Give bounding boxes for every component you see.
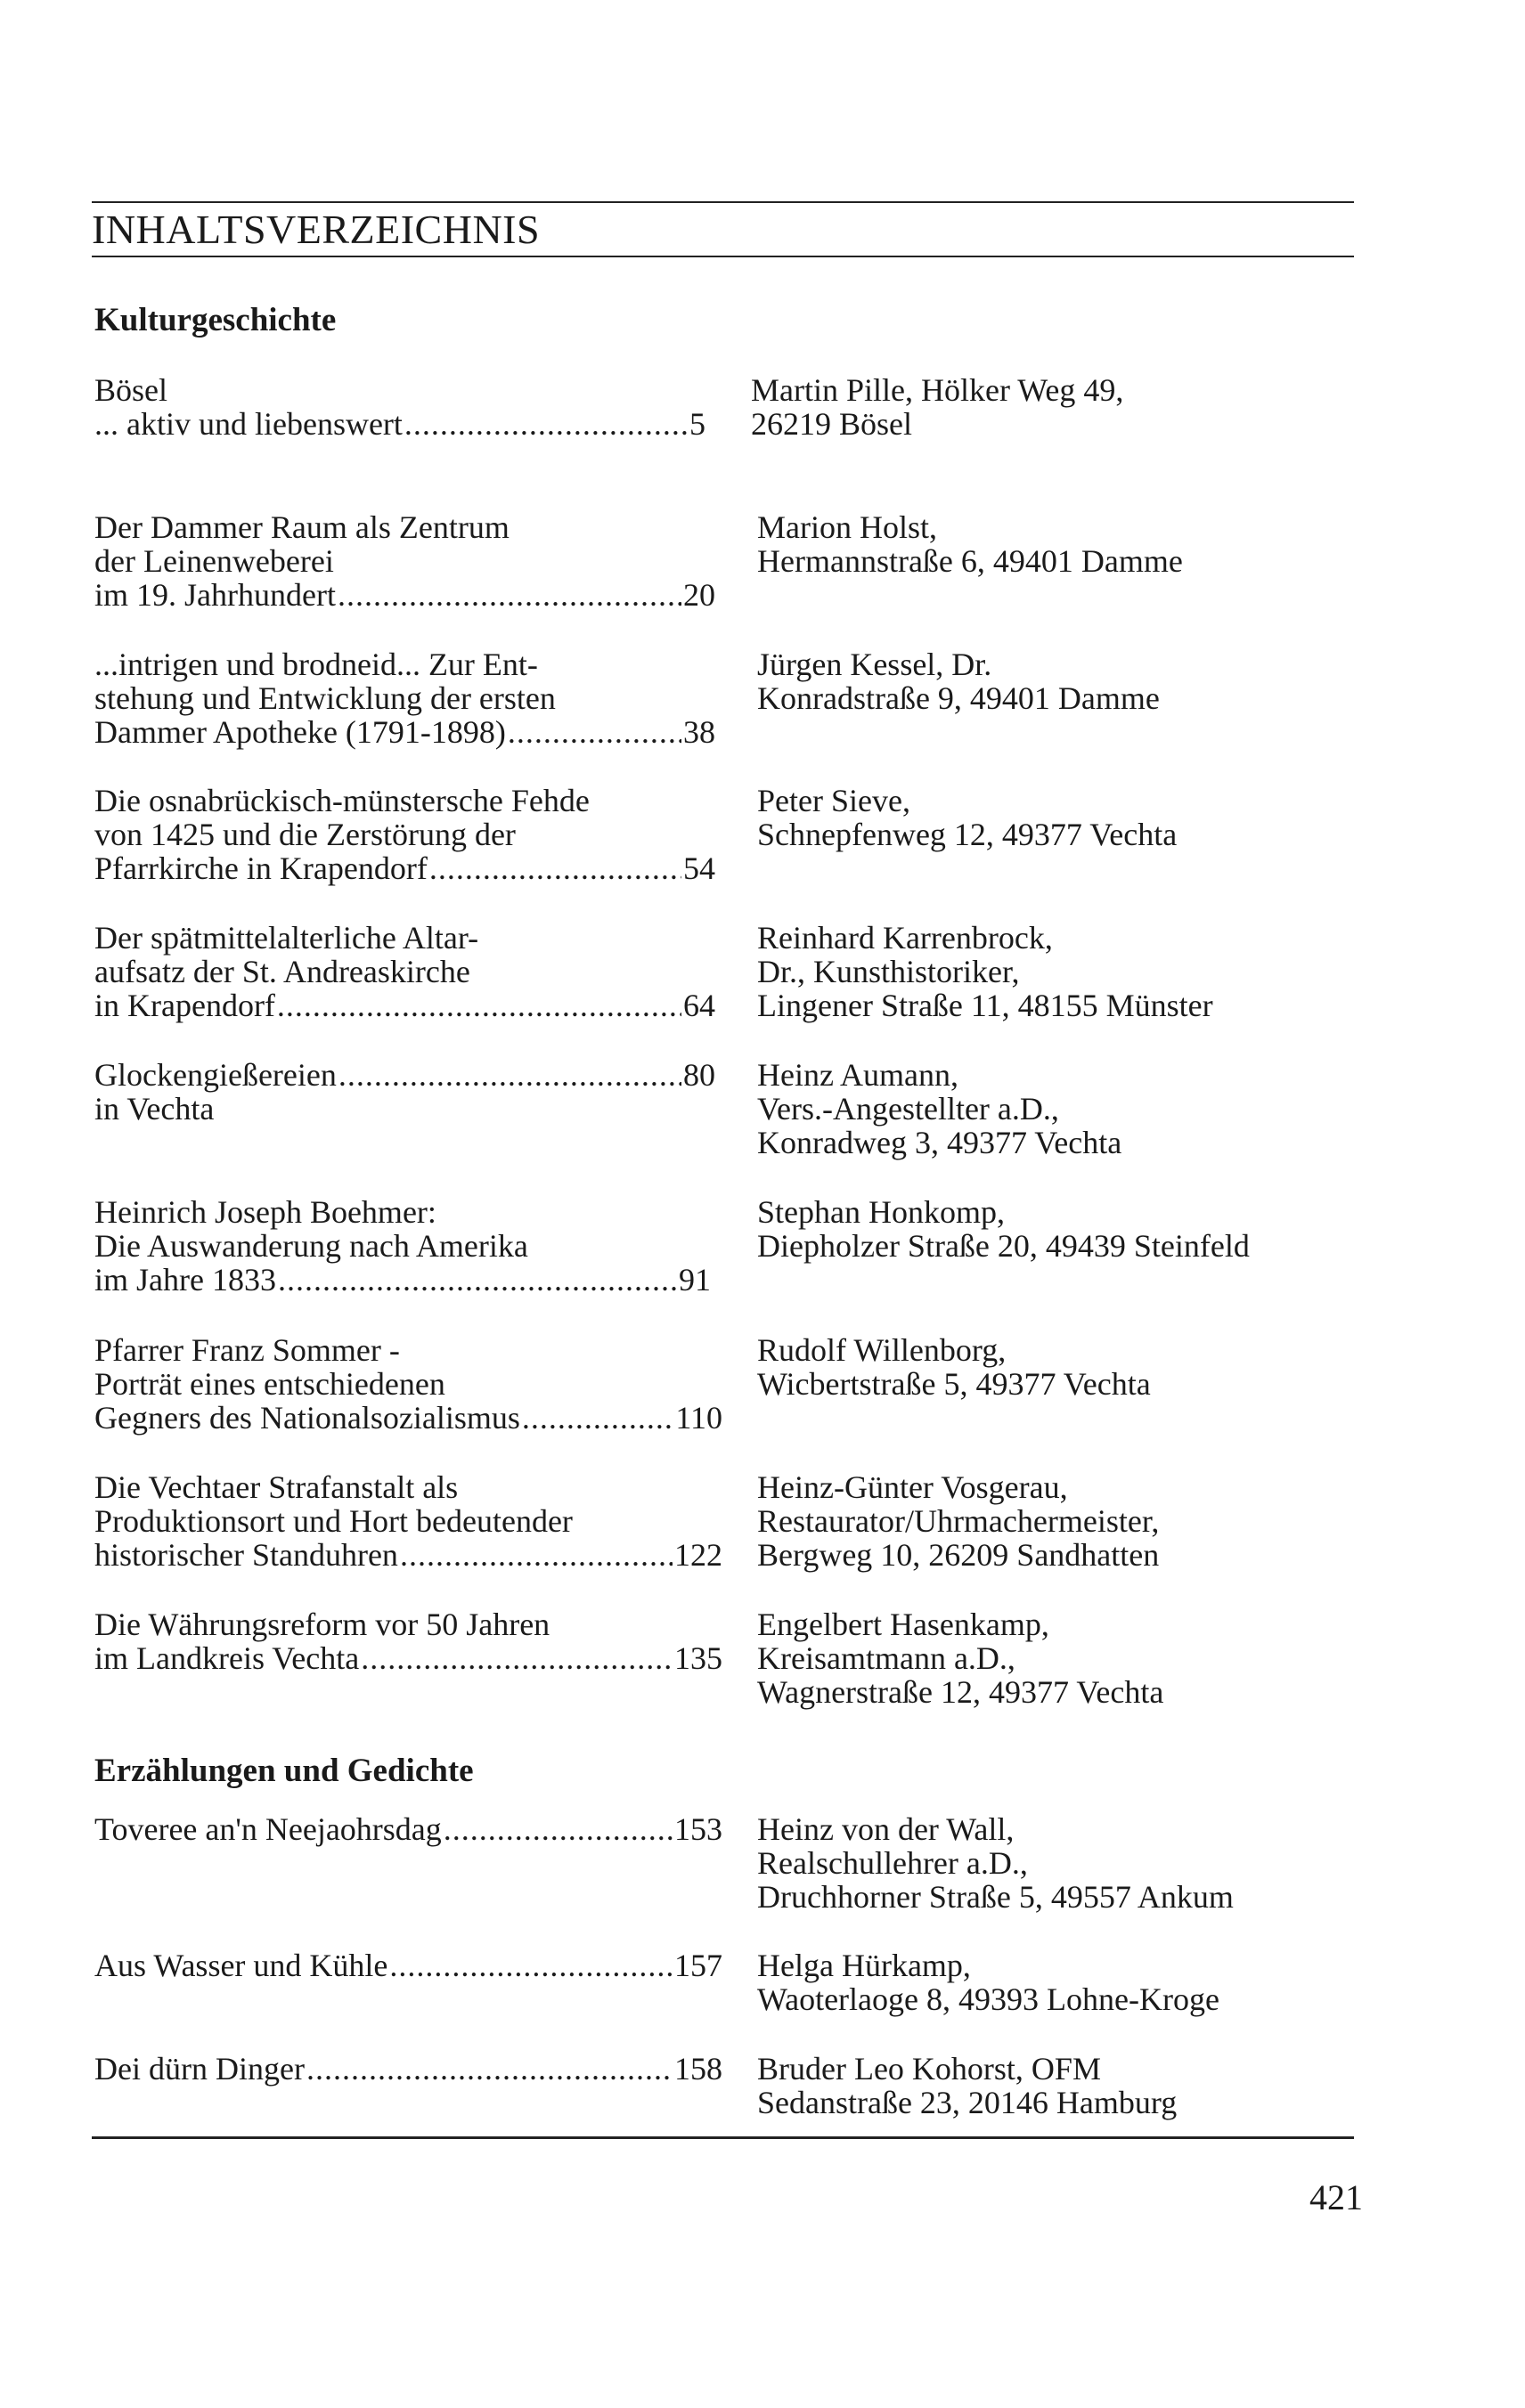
author-line: Restaurator/Uhrmachermeister, bbox=[757, 1503, 1160, 1539]
entry-title bbox=[94, 1195, 711, 1297]
page-ref: 54 bbox=[683, 850, 715, 886]
title-line: stehung und Entwicklung der ersten bbox=[94, 680, 556, 716]
title-line: in Vechta bbox=[94, 1091, 215, 1127]
page-ref: 135 bbox=[674, 1640, 722, 1676]
author-line: Reinhard Karrenbrock, bbox=[757, 920, 1053, 956]
title-leader-line bbox=[94, 1058, 715, 1092]
entry-author bbox=[757, 510, 1363, 578]
entry-title bbox=[94, 921, 715, 1022]
author-line: Sedanstraße 23, 20146 Hamburg bbox=[757, 2085, 1178, 2120]
title-leader-line bbox=[94, 1401, 722, 1435]
dot-leader bbox=[306, 2052, 673, 2086]
title-line: Die Währungsreform vor 50 Jahren bbox=[94, 1607, 550, 1642]
title-line: Der Dammer Raum als Zentrum bbox=[94, 509, 510, 545]
title-line: von 1425 und die Zerstörung der bbox=[94, 817, 516, 852]
title-line: der Leinenweberei bbox=[94, 543, 334, 579]
dot-leader bbox=[508, 715, 681, 749]
author-line: Realschullehrer a.D., bbox=[757, 1845, 1028, 1881]
author-line: Vers.-Angestellter a.D., bbox=[757, 1091, 1059, 1127]
bottom-rule bbox=[92, 2136, 1354, 2139]
entry-author bbox=[757, 1058, 1363, 1159]
section-heading-kulturgeschichte: Kulturgeschichte bbox=[94, 302, 337, 338]
title-line: aufsatz der St. Andreaskirche bbox=[94, 954, 470, 989]
page-ref: 5 bbox=[689, 406, 705, 442]
title-line: im 19. Jahrhundert bbox=[94, 577, 336, 613]
author-line: Lingener Straße 11, 48155 Münster bbox=[757, 988, 1213, 1023]
entry-title bbox=[94, 373, 705, 441]
page-ref: 122 bbox=[674, 1537, 722, 1573]
title-leader-line bbox=[94, 851, 715, 885]
author-line: Konradweg 3, 49377 Vechta bbox=[757, 1125, 1122, 1160]
entry-author bbox=[757, 1607, 1363, 1709]
page-ref: 157 bbox=[674, 1948, 722, 1983]
page-ref: 64 bbox=[683, 988, 715, 1023]
entry-title bbox=[94, 1948, 722, 1982]
title-leader-line bbox=[94, 407, 705, 441]
entry-title bbox=[94, 647, 715, 749]
title-line: ...intrigen und brodneid... Zur Ent- bbox=[94, 647, 538, 682]
author-line: Wicbertstraße 5, 49377 Vechta bbox=[757, 1366, 1151, 1402]
title-leader-line bbox=[94, 2052, 722, 2086]
entry-author bbox=[751, 373, 1357, 441]
author-line: Wagnerstraße 12, 49377 Vechta bbox=[757, 1674, 1164, 1710]
author-line: Rudolf Willenborg, bbox=[757, 1332, 1007, 1368]
page-ref: 80 bbox=[683, 1057, 715, 1093]
author-line: Stephan Honkomp, bbox=[757, 1194, 1005, 1230]
title-line: Heinrich Joseph Boehmer: bbox=[94, 1194, 436, 1230]
entry-author bbox=[757, 1470, 1363, 1572]
entry-title bbox=[94, 784, 715, 885]
title-line: historischer Standuhren bbox=[94, 1537, 398, 1573]
title-line: Gegners des Nationalsozialismus bbox=[94, 1400, 520, 1436]
entry-title bbox=[94, 1333, 722, 1435]
author-line: Martin Pille, Hölker Weg 49, bbox=[751, 372, 1124, 408]
title-line: im Landkreis Vechta bbox=[94, 1640, 360, 1676]
entry-title bbox=[94, 1058, 715, 1126]
title-line: Die Auswanderung nach Amerika bbox=[94, 1228, 528, 1264]
dot-leader bbox=[361, 1641, 673, 1675]
author-line: Waoterlaoge 8, 49393 Lohne-Kroge bbox=[757, 1981, 1219, 2017]
page-ref: 91 bbox=[679, 1262, 711, 1298]
page-number: 421 bbox=[1309, 2177, 1363, 2217]
page-ref: 110 bbox=[675, 1400, 722, 1436]
title-line: Pfarrkirche in Krapendorf bbox=[94, 850, 428, 886]
entry-title bbox=[94, 1470, 722, 1572]
author-line: Schnepfenweg 12, 49377 Vechta bbox=[757, 817, 1178, 852]
title-line: Der spätmittelalterliche Altar- bbox=[94, 920, 479, 956]
title-line: Pfarrer Franz Sommer - bbox=[94, 1332, 400, 1368]
page-ref: 158 bbox=[674, 2051, 722, 2087]
author-line: Diepholzer Straße 20, 49439 Steinfeld bbox=[757, 1228, 1250, 1264]
entry-title bbox=[94, 1812, 722, 1846]
entry-author bbox=[757, 921, 1363, 1022]
entry-author bbox=[757, 1195, 1363, 1263]
author-line: Bergweg 10, 26209 Sandhatten bbox=[757, 1537, 1160, 1573]
title-line: ... aktiv und liebenswert bbox=[94, 406, 403, 442]
title-line: Die Vechtaer Strafanstalt als bbox=[94, 1469, 459, 1505]
title-line: Dei dürn Dinger bbox=[94, 2051, 305, 2087]
title-line: Produktionsort und Hort bedeutender bbox=[94, 1503, 573, 1539]
dot-leader bbox=[278, 1263, 677, 1297]
entry-title bbox=[94, 2052, 722, 2086]
title-leader-line bbox=[94, 578, 715, 612]
author-line: Kreisamtmann a.D., bbox=[757, 1640, 1015, 1676]
page-title: INHALTSVERZEICHNIS bbox=[92, 207, 541, 252]
title-line: im Jahre 1833 bbox=[94, 1262, 276, 1298]
author-line: Engelbert Hasenkamp, bbox=[757, 1607, 1049, 1642]
author-line: Konradstraße 9, 49401 Damme bbox=[757, 680, 1160, 716]
author-line: Druchhorner Straße 5, 49557 Ankum bbox=[757, 1879, 1234, 1915]
author-line: Peter Sieve, bbox=[757, 783, 910, 818]
entry-author bbox=[757, 1812, 1363, 1914]
dot-leader bbox=[400, 1538, 673, 1572]
top-rule bbox=[92, 201, 1354, 203]
author-line: Hermannstraße 6, 49401 Damme bbox=[757, 543, 1183, 579]
author-line: Helga Hürkamp, bbox=[757, 1948, 971, 1983]
entry-author bbox=[757, 1948, 1363, 2016]
title-leader-line bbox=[94, 1538, 722, 1572]
page-ref: 20 bbox=[683, 577, 715, 613]
author-line: Marion Holst, bbox=[757, 509, 937, 545]
author-line: Bruder Leo Kohorst, OFM bbox=[757, 2051, 1101, 2087]
dot-leader bbox=[404, 407, 688, 441]
entry-title bbox=[94, 510, 715, 612]
page-ref: 153 bbox=[674, 1811, 722, 1847]
dot-leader bbox=[429, 851, 681, 885]
author-line: Heinz-Günter Vosgerau, bbox=[757, 1469, 1068, 1505]
title-leader-line bbox=[94, 988, 715, 1022]
title-leader-line bbox=[94, 1812, 722, 1846]
section-heading-erzaehlungen: Erzählungen und Gedichte bbox=[94, 1753, 474, 1789]
title-underline bbox=[92, 256, 1354, 257]
author-line: Dr., Kunsthistoriker, bbox=[757, 954, 1020, 989]
title-leader-line bbox=[94, 715, 715, 749]
title-line: Dammer Apotheke (1791-1898) bbox=[94, 714, 506, 750]
author-line: Heinz Aumann, bbox=[757, 1057, 958, 1093]
title-line: Die osnabrückisch-münstersche Fehde bbox=[94, 783, 590, 818]
title-leader-line bbox=[94, 1641, 722, 1675]
entry-author bbox=[757, 2052, 1363, 2119]
page-ref: 38 bbox=[683, 714, 715, 750]
author-line: Heinz von der Wall, bbox=[757, 1811, 1015, 1847]
entry-title bbox=[94, 1607, 722, 1675]
dot-leader bbox=[277, 988, 681, 1022]
entry-author bbox=[757, 647, 1363, 715]
title-line: Glockengießereien bbox=[94, 1057, 337, 1093]
title-line: Porträt eines entschiedenen bbox=[94, 1366, 445, 1402]
title-line: Aus Wasser und Kühle bbox=[94, 1948, 388, 1983]
entry-author bbox=[757, 1333, 1363, 1401]
dot-leader bbox=[338, 578, 681, 612]
entry-author bbox=[757, 784, 1363, 851]
dot-leader bbox=[338, 1058, 681, 1092]
author-line: 26219 Bösel bbox=[751, 406, 913, 442]
title-leader-line bbox=[94, 1263, 711, 1297]
dot-leader bbox=[522, 1401, 673, 1435]
title-line: Bösel bbox=[94, 372, 168, 408]
author-line: Jürgen Kessel, Dr. bbox=[757, 647, 992, 682]
title-line: Toveree an'n Neejaohrsdag bbox=[94, 1811, 442, 1847]
dot-leader bbox=[389, 1948, 673, 1982]
dot-leader bbox=[444, 1812, 673, 1846]
title-leader-line bbox=[94, 1948, 722, 1982]
title-line: in Krapendorf bbox=[94, 988, 275, 1023]
